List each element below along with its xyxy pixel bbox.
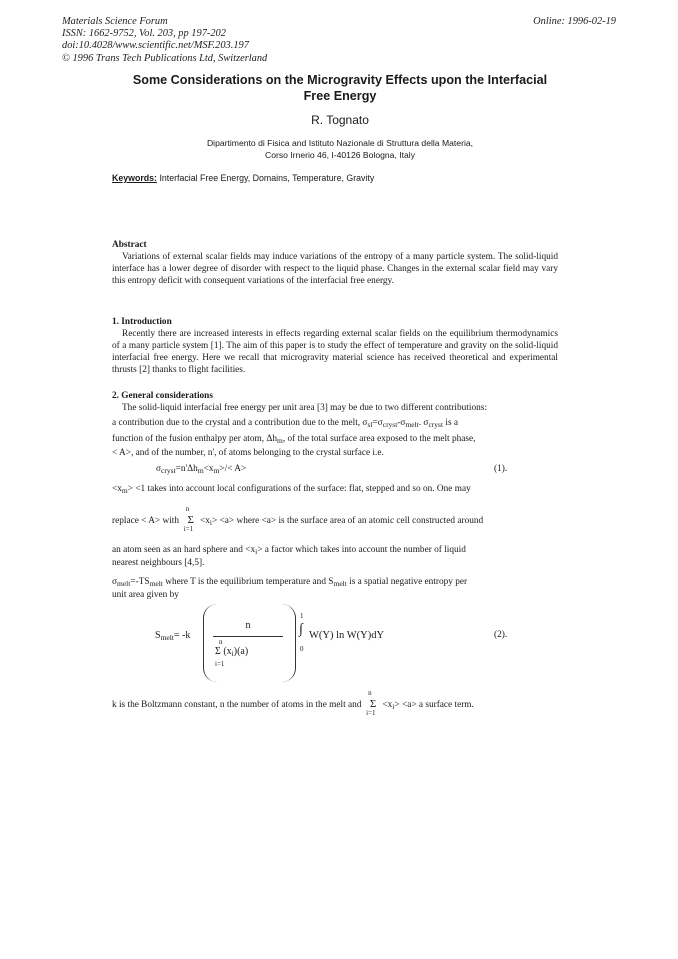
text-line: k is the Boltzmann constant, n the number of atoms in the melt and n Σ i=1 $<x_i> <a> a$ surface term.	[112, 689, 474, 717]
online-date: Online: 1996-02-19	[533, 16, 616, 27]
text-line: nearest neighbours [4,5].	[112, 558, 205, 568]
affiliation-line-1: Dipartimento di Fisica and Istituto Nazionale di Struttura della Materia,	[206, 138, 474, 148]
fraction-denominator: n Σ i=1 $(x_i)(a)$	[215, 638, 249, 668]
summation-symbol: n Σ i=1	[366, 689, 377, 717]
introduction-heading: 1. Introduction	[112, 317, 172, 327]
fraction-bar	[213, 636, 283, 637]
text-line: a contribution due to the crystal and a contribution due to the melt, $\sigma_{sl}=\sigma_{cryst}-\sigma_{melt}$. $\sigma_{cryst}$ is a	[112, 418, 459, 429]
text-line: unit area given by	[112, 590, 179, 600]
introduction-section	[112, 316, 558, 376]
left-parenthesis	[203, 604, 218, 682]
copyright-line: © 1996 Trans Tech Publications Ltd, Switzerland	[62, 52, 268, 64]
keywords	[112, 173, 374, 183]
integral-upper-limit: 1	[300, 612, 304, 620]
paper-title	[110, 72, 570, 104]
text-line: replace < A> with n Σ i=1 $<x_i> <a>$ where <a> is the surface area of an atomic cell constructed around	[112, 505, 484, 533]
issn-line: ISSN: 1662-9752, Vol. 203, pp 197-202	[62, 28, 226, 40]
journal-name: Materials Science Forum	[62, 16, 168, 27]
text-line: $\sigma_{melt}=-TS_{melt}$ where T is the equilibrium temperature and $S_{melt}$ is a spatial negative entropy per	[112, 577, 468, 588]
doi-line: doi:10.4028/www.scientific.net/MSF.203.197	[62, 40, 249, 52]
equation-1-number: (1).	[494, 464, 508, 474]
keywords-label: Keywords:	[112, 173, 157, 183]
text-line: $<x_m> <1$ takes into account local configurations of the surface: flat, stepped and so on. One may	[112, 484, 471, 495]
title-line-1: Some Considerations on the Microgravity Effects upon the Interfacial	[132, 73, 548, 87]
integral-lower-limit: 0	[300, 645, 304, 653]
integral-symbol: ∫	[299, 622, 303, 637]
general-paragraph-1: The solid-liquid interfacial free energy per unit area [3] may be due to two different contributions:	[122, 403, 487, 414]
introduction-text: Recently there are increased interests in effects regarding external scalar fields on the equilibrium thermodynamics of a many particle system [1]. The aim of this paper is to study the effect of temperature and gravity on the solid-liquid interfacial free energy. Here we recall that microgravity material science has received theoretical and experimental thrusts [2] thanks to flight facilities.	[112, 329, 558, 376]
text-line: function of the fusion enthalpy per atom, $\Delta h_m$, of the total surface area exposed to the melt phase,	[112, 434, 476, 445]
equation-2-lhs: $S_{melt}= -k$	[155, 630, 191, 642]
integrand: W(Y) ln W(Y)dY	[309, 630, 385, 641]
general-heading: 2. General considerations	[112, 391, 213, 401]
equation-1: $\sigma_{cryst}=n'\Delta h_m<x_m>/< A>$	[156, 464, 247, 475]
fraction-numerator: n	[245, 620, 251, 631]
text-line: < A>, and of the number, n', of atoms belonging to the crystal surface i.e.	[112, 448, 384, 458]
title-line-2: Free Energy	[303, 89, 377, 103]
abstract-section	[112, 239, 558, 287]
abstract-heading: Abstract	[112, 240, 147, 250]
general-considerations-section	[112, 390, 558, 414]
affiliation	[110, 137, 570, 161]
abstract-text: Variations of external scalar fields may induce variations of the entropy of a many particle system. The solid-liquid interface has a lower degree of disorder with respect to the liquid phase. Changes in the external scalar field may vary this entropy deficit with consequent variations of the interfacial free energy.	[112, 252, 558, 287]
keywords-list: Interfacial Free Energy, Domains, Temperature, Gravity	[159, 173, 375, 183]
text-line: an atom seen as an hard sphere and $<x_i> a$ factor which takes into account the number of liquid	[112, 545, 466, 556]
affiliation-line-2: Corso Irnerio 46, I-40126 Bologna, Italy	[264, 150, 415, 160]
equation-2-number: (2).	[494, 630, 508, 640]
equation-2	[155, 600, 515, 690]
publication-info	[62, 16, 267, 65]
summation-symbol: n Σ i=1	[183, 505, 194, 533]
author: R. Tognato	[311, 113, 369, 127]
right-parenthesis	[281, 604, 296, 682]
